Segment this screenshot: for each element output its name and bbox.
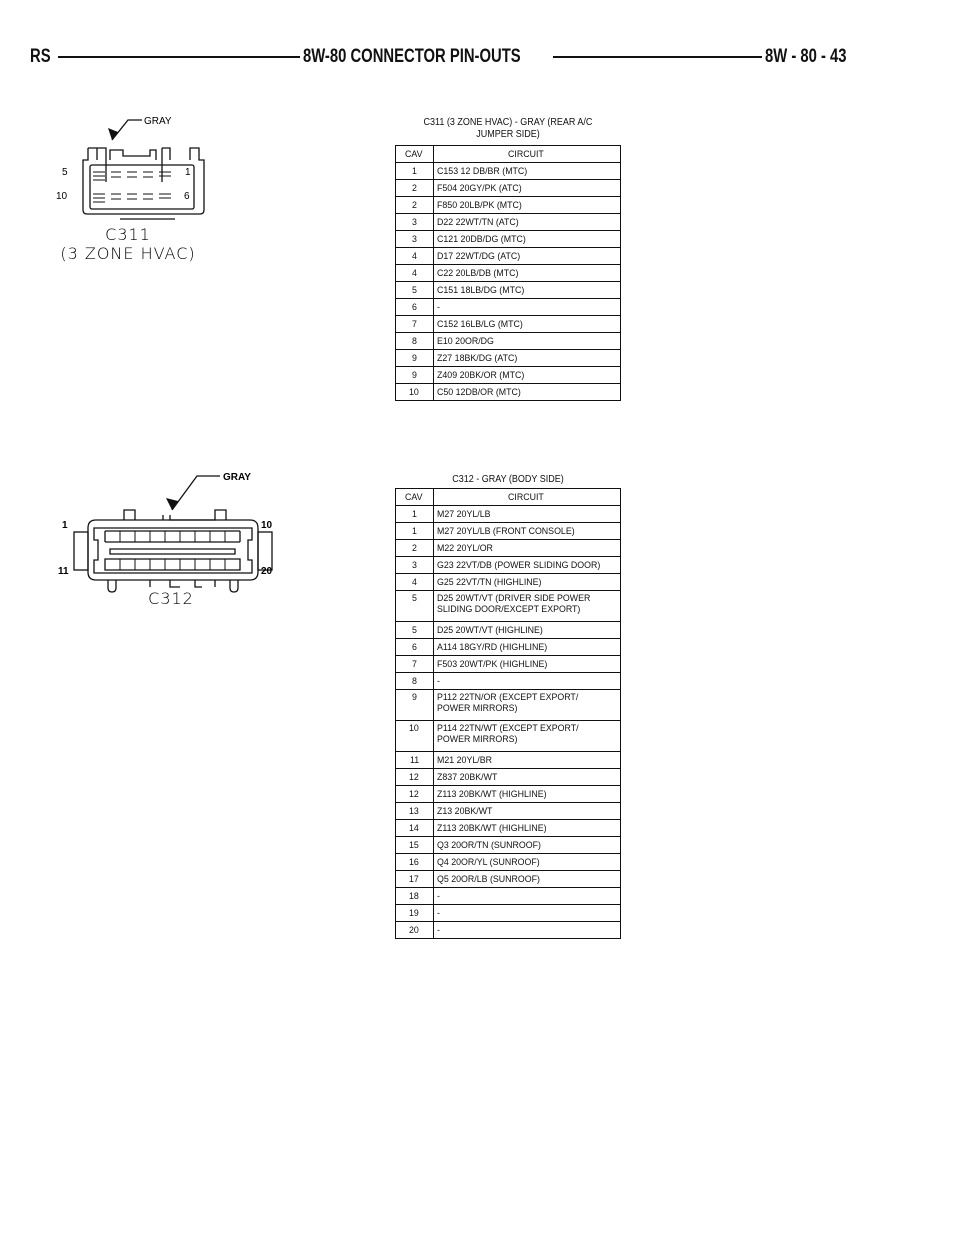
cav-cell-text: 16 [409,856,419,868]
table-row [396,248,621,265]
circuit-cell-text: C121 20DB/DG (MTC) [437,233,526,245]
cav-cell [396,803,434,820]
c312-pin-label-1: 1 [62,520,68,531]
cav-cell-text: 1 [411,165,417,177]
page-title: 8W-80 CONNECTOR PIN-OUTS [303,46,521,67]
cav-cell-text: 9 [411,369,417,381]
c311-connector-name: C311 [105,225,151,244]
header-rule-left [58,56,300,58]
circuit-cell [434,820,621,837]
c312-connector-name: C312 [148,589,194,608]
table-row [396,639,621,656]
circuit-cell [434,574,621,591]
cav-cell [396,591,434,622]
cav-cell [396,299,434,316]
circuit-cell-text: D25 20WT/VT (DRIVER SIDE POWER [437,593,591,604]
circuit-cell-text: C22 20LB/DB (MTC) [437,267,519,279]
column-header-cav [396,146,434,163]
c312-pin-label-20: 20 [261,566,273,577]
cav-cell [396,721,434,752]
circuit-cell-text: Z113 20BK/WT (HIGHLINE) [437,788,547,800]
c311-caption-line1: C311 (3 ZONE HVAC) - GRAY (REAR A/C [423,117,593,128]
circuit-cell [434,163,621,180]
c311-connector-subtitle: (3 ZONE HVAC) [60,244,196,263]
table-row [396,721,621,752]
circuit-cell [434,557,621,574]
circuit-cell-text: - [437,890,440,902]
cav-cell [396,231,434,248]
cav-cell-text: 9 [411,692,417,703]
cav-cell [396,367,434,384]
cav-cell [396,622,434,639]
c311-caption-line2: JUMPER SIDE) [476,129,540,140]
cav-cell-text: 6 [411,641,417,653]
table-row [396,367,621,384]
cav-cell [396,752,434,769]
cav-cell-text: 19 [409,907,419,919]
circuit-cell-text: E10 20OR/DG [437,335,494,347]
circuit-cell-text: Z13 20BK/WT [437,805,493,817]
circuit-cell [434,854,621,871]
circuit-cell-text: Z409 20BK/OR (MTC) [437,369,525,381]
circuit-cell-text-line2: POWER MIRRORS) [437,734,518,745]
cav-cell [396,656,434,673]
circuit-cell [434,384,621,401]
circuit-cell [434,803,621,820]
circuit-cell-text-line2: POWER MIRRORS) [437,703,518,714]
circuit-cell-text: Z27 18BK/DG (ATC) [437,352,518,364]
c312-connector-diagram [50,470,290,610]
cav-cell [396,922,434,939]
cav-cell-text: 4 [411,576,417,588]
table-row [396,786,621,803]
circuit-cell-text: - [437,675,440,687]
table-row [396,888,621,905]
table-header-row [396,146,621,163]
circuit-cell-text: M27 20YL/LB [437,508,491,520]
column-header-circuit-text: CIRCUIT [507,148,544,160]
header-section-code: RS [30,46,51,67]
cav-cell [396,163,434,180]
column-header-circuit-text: CIRCUIT [507,491,544,503]
circuit-cell-text: M22 20YL/OR [437,542,493,554]
c312-caption-line1: C312 - GRAY (BODY SIDE) [452,474,564,485]
table-row [396,656,621,673]
circuit-cell [434,231,621,248]
cav-cell [396,282,434,299]
cav-cell [396,506,434,523]
circuit-cell-text: F503 20WT/PK (HIGHLINE) [437,658,548,670]
cav-cell-text: 17 [409,873,419,885]
cav-cell-text: 9 [411,352,417,364]
cav-cell-text: 7 [411,318,417,330]
circuit-cell-text: G23 22VT/DB (POWER SLIDING DOOR) [437,559,601,571]
c312-pin-label-10: 10 [261,520,273,531]
circuit-cell [434,591,621,622]
table-row [396,922,621,939]
cav-cell-text: 14 [409,822,419,834]
cav-cell-text: 5 [411,624,417,636]
c311-pin-label-10: 10 [56,191,68,202]
cav-cell [396,820,434,837]
cav-cell-text: 2 [411,542,417,554]
circuit-cell-text: Q5 20OR/LB (SUNROOF) [437,873,540,885]
cav-cell [396,384,434,401]
table-row [396,622,621,639]
table-row [396,506,621,523]
circuit-cell-text-line2: SLIDING DOOR/EXCEPT EXPORT) [437,604,581,615]
circuit-cell [434,622,621,639]
table-row [396,574,621,591]
table-row [396,837,621,854]
circuit-cell-text: C153 12 DB/BR (MTC) [437,165,528,177]
circuit-cell [434,888,621,905]
circuit-cell [434,721,621,752]
cav-cell [396,316,434,333]
circuit-cell-text: Z837 20BK/WT [437,771,498,783]
circuit-cell [434,316,621,333]
c311-pin-label-6: 6 [184,191,190,202]
cav-cell [396,574,434,591]
circuit-cell-text: P114 22TN/WT (EXCEPT EXPORT/ [437,723,579,734]
circuit-cell [434,180,621,197]
c312-pinout-table [395,488,621,939]
circuit-cell [434,690,621,721]
cav-cell-text: 4 [411,267,417,279]
cav-cell [396,673,434,690]
circuit-cell-text: A114 18GY/RD (HIGHLINE) [437,641,548,653]
cav-cell-text: 6 [411,301,417,313]
c312-table-caption [393,474,623,486]
circuit-cell [434,523,621,540]
cav-cell-text: 8 [411,675,417,687]
cav-cell-text: 11 [409,754,419,766]
circuit-cell [434,837,621,854]
cav-cell-text: 8 [411,335,417,347]
cav-cell [396,265,434,282]
circuit-cell [434,367,621,384]
cav-cell [396,837,434,854]
table-row [396,180,621,197]
circuit-cell [434,333,621,350]
circuit-cell [434,922,621,939]
circuit-cell-text: M27 20YL/LB (FRONT CONSOLE) [437,525,575,537]
cav-cell [396,557,434,574]
table-row [396,163,621,180]
cav-cell-text: 1 [411,525,417,537]
circuit-cell [434,769,621,786]
circuit-cell [434,214,621,231]
cav-cell [396,197,434,214]
cav-cell [396,180,434,197]
cav-cell-text: 3 [411,216,417,228]
circuit-cell-text: P112 22TN/OR (EXCEPT EXPORT/ [437,692,579,703]
circuit-cell [434,752,621,769]
circuit-cell [434,350,621,367]
cav-cell-text: 2 [411,199,417,211]
c311-color-label: GRAY [144,116,172,127]
cav-cell [396,854,434,871]
c311-table-caption [393,117,623,141]
cav-cell-text: 18 [409,890,419,902]
table-row [396,803,621,820]
table-row [396,197,621,214]
cav-cell-text: 4 [411,250,417,262]
cav-cell-text: 3 [411,233,417,245]
page-number: 8W - 80 - 43 [765,46,847,67]
circuit-cell-text: Z113 20BK/WT (HIGHLINE) [437,822,547,834]
table-row [396,673,621,690]
c311-pin-label-1: 1 [185,167,191,178]
cav-cell [396,333,434,350]
cav-cell [396,540,434,557]
cav-cell-text: 1 [411,508,417,520]
table-header-row [396,489,621,506]
cav-cell [396,248,434,265]
table-row [396,690,621,721]
cav-cell [396,639,434,656]
column-header-cav-text: CAV [404,148,423,160]
table-row [396,333,621,350]
column-header-cav-text: CAV [404,491,423,503]
cav-cell [396,690,434,721]
circuit-cell-text: F504 20GY/PK (ATC) [437,182,522,194]
table-row [396,350,621,367]
table-row [396,282,621,299]
cav-cell-text: 5 [411,593,417,604]
cav-cell [396,888,434,905]
table-row [396,752,621,769]
table-row [396,384,621,401]
cav-cell [396,350,434,367]
circuit-cell-text: F850 20LB/PK (MTC) [437,199,522,211]
circuit-cell-text: Q4 20OR/YL (SUNROOF) [437,856,540,868]
cav-cell-text: 15 [409,839,419,851]
cav-cell-text: 12 [409,788,419,800]
c312-pin-label-11: 11 [58,566,69,577]
cav-cell [396,769,434,786]
circuit-cell [434,282,621,299]
circuit-cell-text: D17 22WT/DG (ATC) [437,250,521,262]
table-row [396,557,621,574]
c311-connector-diagram [50,110,210,263]
circuit-cell-text: M21 20YL/BR [437,754,492,766]
circuit-cell-text: G25 22VT/TN (HIGHLINE) [437,576,542,588]
circuit-cell [434,248,621,265]
cav-cell [396,214,434,231]
table-row [396,214,621,231]
table-row [396,231,621,248]
cav-cell-text: 10 [409,723,419,734]
circuit-cell [434,871,621,888]
circuit-cell [434,639,621,656]
table-row [396,316,621,333]
circuit-cell [434,540,621,557]
circuit-cell [434,299,621,316]
circuit-cell [434,673,621,690]
table-row [396,299,621,316]
column-header-cav [396,489,434,506]
circuit-cell-text: D22 22WT/TN (ATC) [437,216,519,228]
c311-pin-label-5: 5 [62,167,68,178]
table-row [396,523,621,540]
c311-pinout-table [395,145,621,401]
table-row [396,905,621,922]
circuit-cell-text: Q3 20OR/TN (SUNROOF) [437,839,541,851]
cav-cell-text: 20 [409,924,419,936]
cav-cell [396,871,434,888]
cav-cell-text: 3 [411,559,417,571]
column-header-circuit [434,146,621,163]
circuit-cell-text: C50 12DB/OR (MTC) [437,386,521,398]
circuit-cell [434,905,621,922]
circuit-cell-text: - [437,301,440,313]
c312-color-label: GRAY [223,472,251,483]
table-row [396,871,621,888]
circuit-cell [434,197,621,214]
cav-cell-text: 12 [409,771,419,783]
circuit-cell [434,506,621,523]
table-row [396,769,621,786]
column-header-circuit [434,489,621,506]
table-row [396,540,621,557]
table-row [396,820,621,837]
cav-cell-text: 2 [411,182,417,194]
circuit-cell-text: - [437,924,440,936]
circuit-cell [434,265,621,282]
table-row [396,265,621,282]
cav-cell [396,523,434,540]
table-row [396,854,621,871]
circuit-cell [434,656,621,673]
cav-cell-text: 5 [411,284,417,296]
circuit-cell-text: D25 20WT/VT (HIGHLINE) [437,624,543,636]
cav-cell-text: 7 [411,658,417,670]
cav-cell-text: 10 [409,386,419,398]
circuit-cell-text: - [437,907,440,919]
cav-cell-text: 13 [409,805,419,817]
circuit-cell-text: C152 16LB/LG (MTC) [437,318,523,330]
table-row [396,591,621,622]
circuit-cell-text: C151 18LB/DG (MTC) [437,284,525,296]
cav-cell [396,905,434,922]
cav-cell [396,786,434,803]
header-rule-right [553,56,762,58]
circuit-cell [434,786,621,803]
